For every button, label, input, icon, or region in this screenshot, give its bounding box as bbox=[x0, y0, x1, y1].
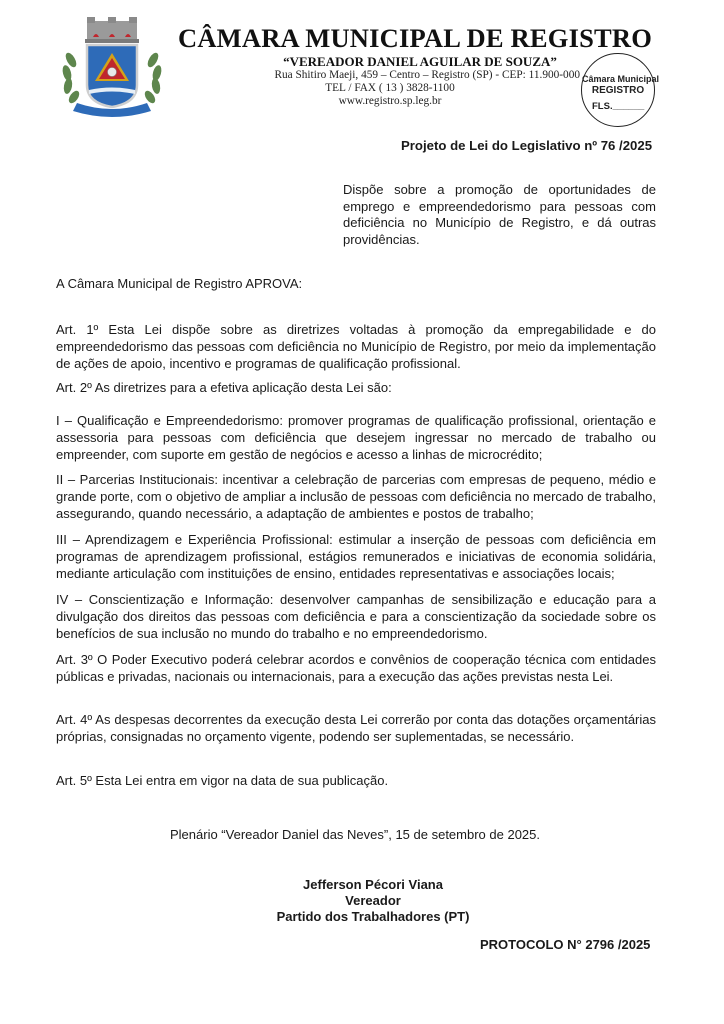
chamber-phone: TEL / FAX ( 13 ) 3828-1100 bbox=[325, 82, 455, 94]
stamp-line-registro: REGISTRO bbox=[591, 85, 645, 96]
article-4: Art. 4º As despesas decorrentes da execução desta Lei correrão por conta das dotações orçamentárias próprias, consignadas no orçamento vigente, podendo ser suplementadas, se necessário. bbox=[56, 712, 656, 744]
signature-block bbox=[255, 877, 491, 925]
article-2-item-1: I – Qualificação e Empreendedorismo: promover programas de qualificação profissional, orientação e assessoria para pessoas com deficiência que desejem ingressar no mercado de trabalho ou empreender, com suporte em gestão de negócios e acesso a linhas de microcrédito; bbox=[56, 413, 656, 462]
enactment-clause: A Câmara Municipal de Registro APROVA: bbox=[56, 276, 303, 291]
signer-name: Jefferson Pécori Viana bbox=[303, 877, 443, 892]
article-2-item-2: II – Parcerias Institucionais: incentivar a celebração de parcerias com empresas de pequeno, médio e grande porte, com o objetivo de ampliar a inclusão de pessoas com deficiência no mercado de trabalho, assegurando, quando necessário, a adaptação de ambientes e postos de trabalho; bbox=[56, 472, 656, 521]
article-2-item-3: III – Aprendizagem e Experiência Profissional: estimular a inserção de pessoas com deficiência em programas de aprendizagem profissional, estágios remunerados e iniciativas de economia solidária, mediante articulação com instituições de ensino, entidades representativas e associações locais; bbox=[56, 532, 656, 581]
bill-summary: Dispõe sobre a promoção de oportunidades de emprego e empreendedorismo para pessoas com deficiência no Município de Registro, e dá outras providências. bbox=[343, 182, 656, 247]
article-5: Art. 5º Esta Lei entra em vigor na data de sua publicação. bbox=[56, 773, 389, 788]
chamber-title: CÂMARA MUNICIPAL DE REGISTRO bbox=[178, 23, 653, 53]
coat-of-arms-icon bbox=[57, 15, 167, 120]
article-1: Art. 1º Esta Lei dispõe sobre as diretrizes voltadas à promoção da empregabilidade e do empreendedorismo das pessoas com deficiência no Município de Registro, por meio da implementação de ações de apoio, incentivo e programas de qualificação profissional. bbox=[56, 322, 656, 371]
stamp-line-fls: FLS.______ bbox=[592, 101, 645, 112]
article-2: Art. 2º As diretrizes para a efetiva aplicação desta Lei são: bbox=[56, 380, 392, 395]
signer-party: Partido dos Trabalhadores (PT) bbox=[276, 909, 470, 924]
protocol-number: PROTOCOLO N° 2796 /2025 bbox=[480, 937, 651, 952]
stamp-line-chamber: Câmara Municipal bbox=[582, 74, 660, 84]
place-and-date: Plenário “Vereador Daniel das Neves”, 15 de setembro de 2025. bbox=[170, 827, 540, 842]
chamber-address: Rua Shitiro Maeji, 459 – Centro – Registro (SP) - CEP: 11.900-000 bbox=[274, 69, 580, 81]
page-number-stamp bbox=[581, 53, 660, 127]
bill-title: Projeto de Lei do Legislativo nº 76 /2025 bbox=[401, 138, 653, 153]
chamber-subtitle: “VEREADOR DANIEL AGUILAR DE SOUZA” bbox=[283, 54, 557, 69]
chamber-website: www.registro.sp.leg.br bbox=[338, 95, 442, 107]
article-3: Art. 3º O Poder Executivo poderá celebrar acordos e convênios de cooperação técnica com entidades públicas e privadas, nacionais ou internacionais, para a execução das ações previstas nesta Lei. bbox=[56, 652, 656, 684]
article-2-item-4: IV – Conscientização e Informação: desenvolver campanhas de sensibilização e educação para a divulgação dos direitos das pessoas com deficiência e para a conscientização da sociedade sobre os benefícios de sua inclusão no mundo do trabalho e no empreendedorismo. bbox=[56, 592, 656, 641]
signer-role: Vereador bbox=[345, 893, 401, 908]
